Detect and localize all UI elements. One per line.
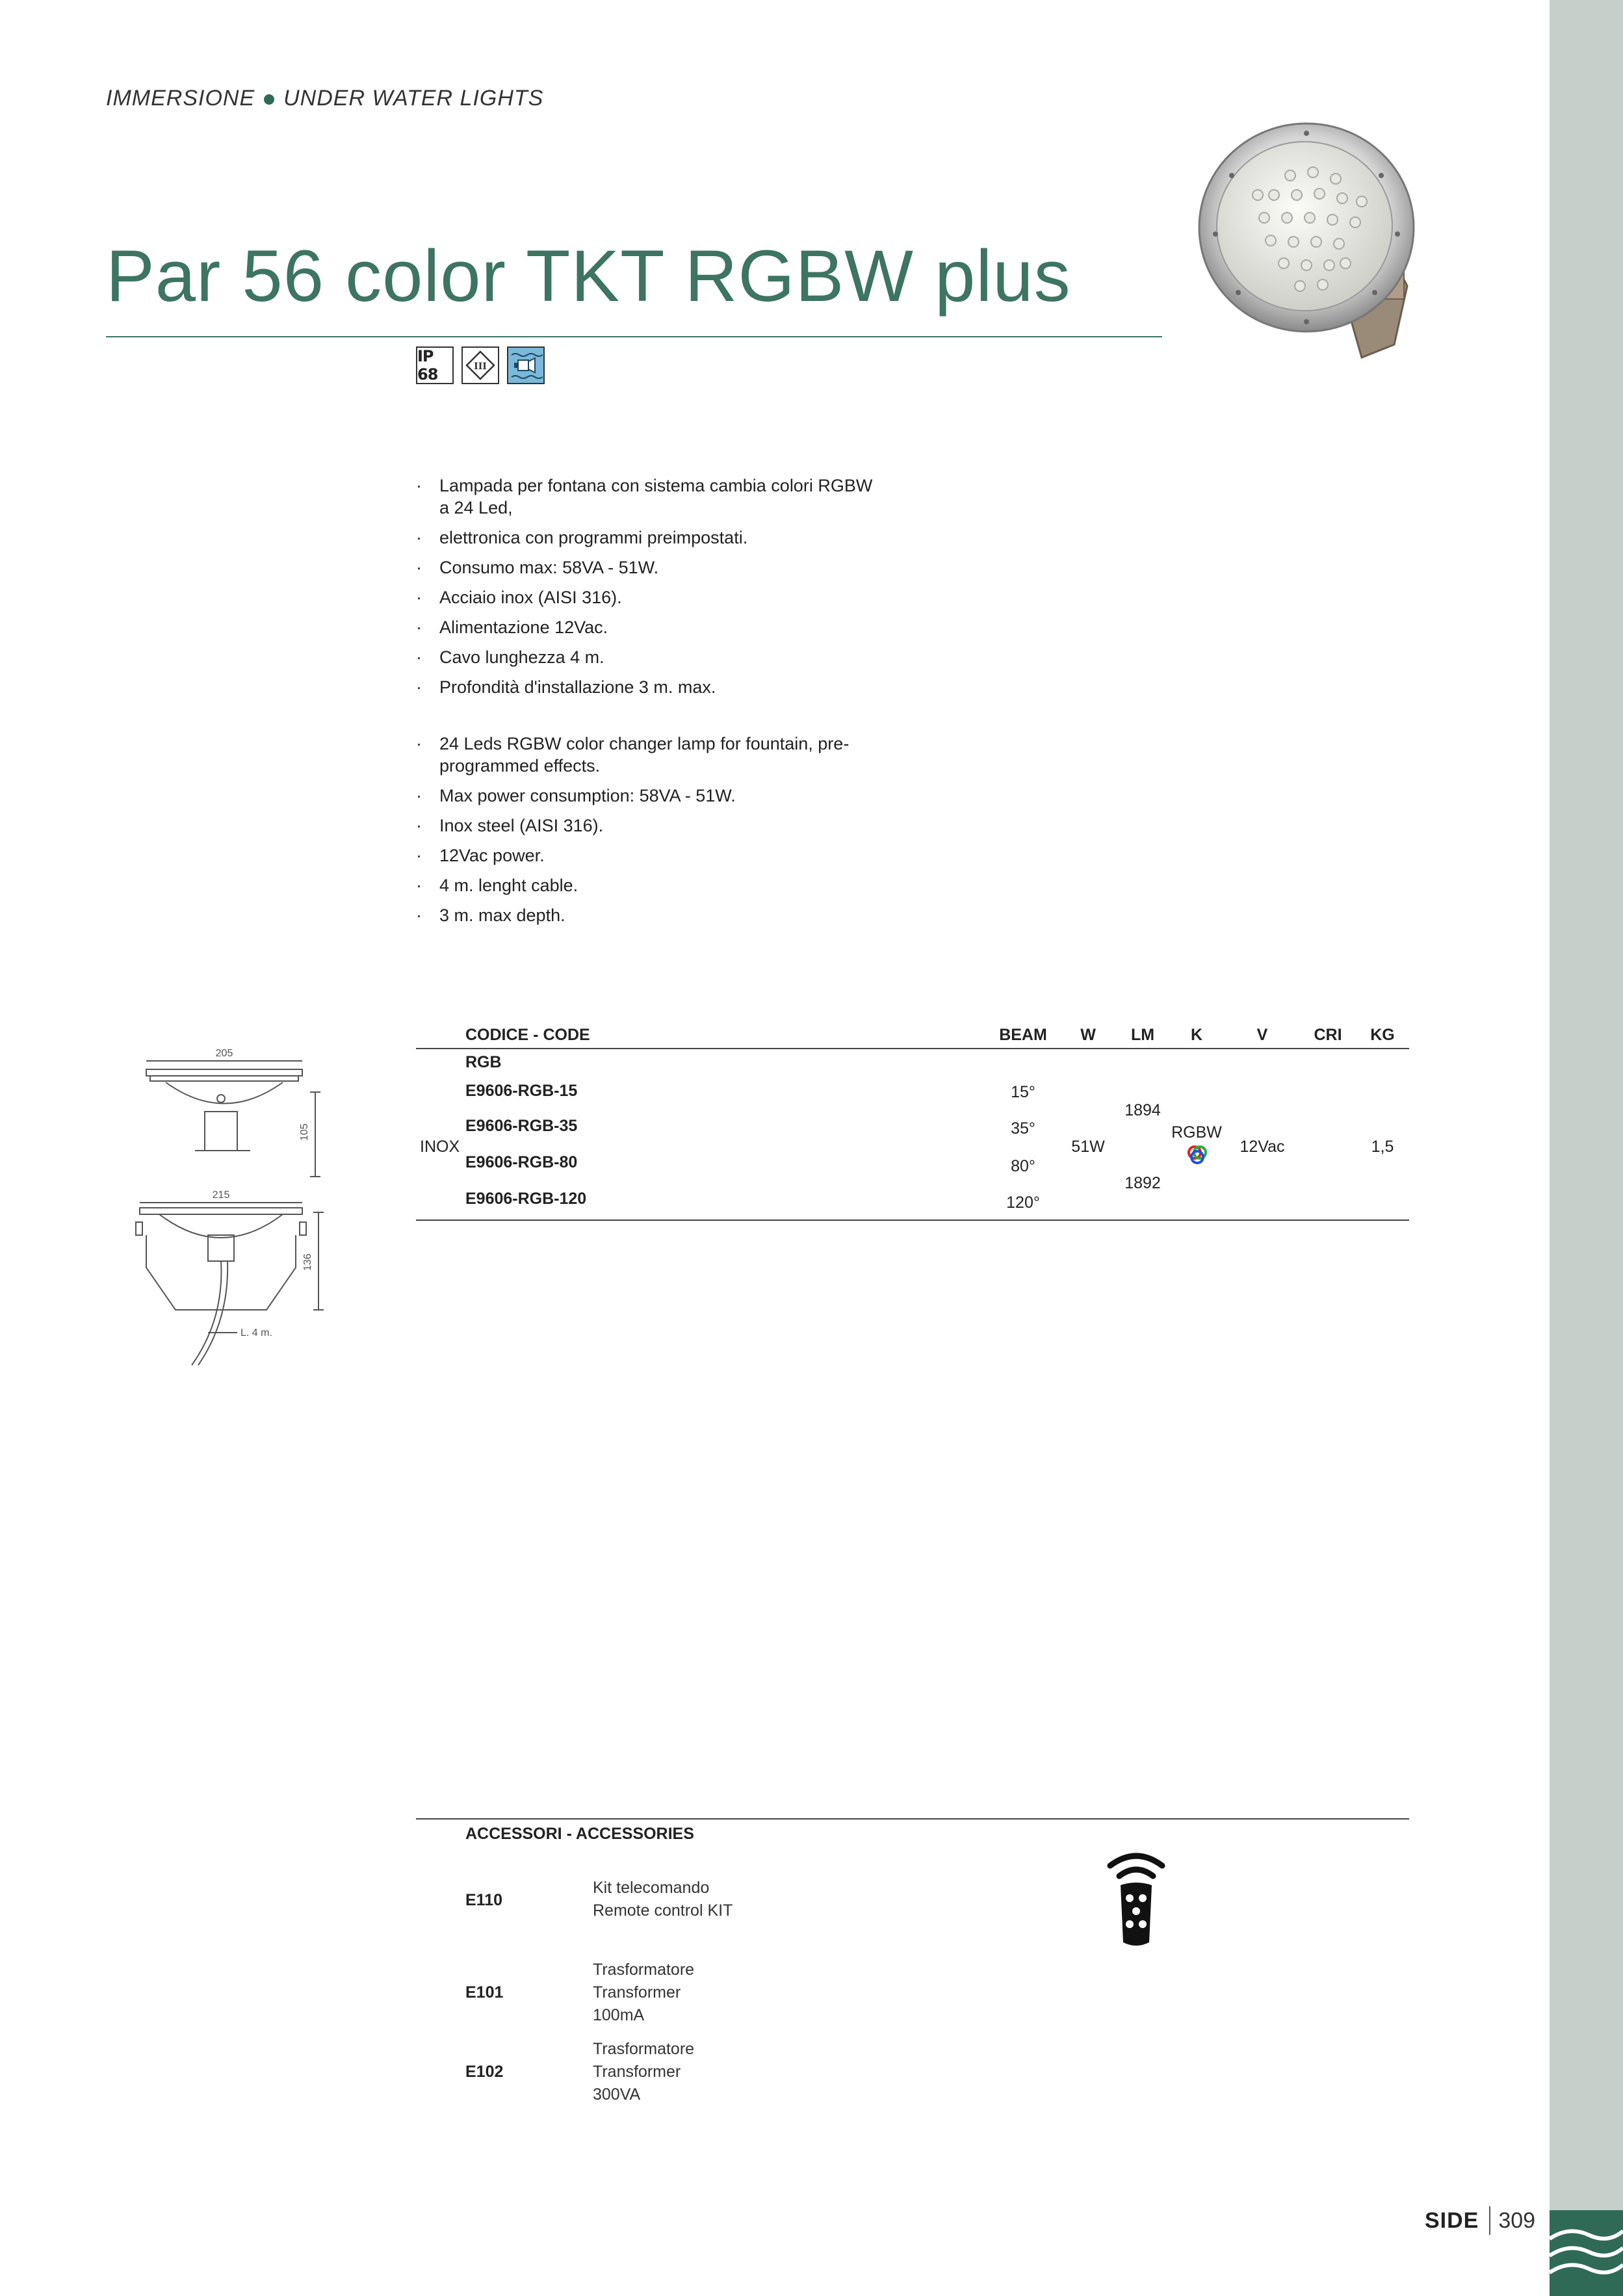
list-item: · Max power consumption: 58VA - 51W. [416,785,884,807]
row-beam: 120° [1006,1194,1040,1212]
list-item: · Cavo lunghezza 4 m. [416,646,884,668]
list-item: · 12Vac power. [416,844,884,867]
row-code: E9606-RGB-80 [465,1153,578,1171]
accessory-description [593,1959,694,2027]
accessory-line: 300VA [593,2085,641,2104]
dimension-width-bottom: 215 [212,1190,230,1201]
dimension-height-bottom: 136 [302,1253,313,1271]
accessory-code: E101 [465,1983,504,2002]
voltage-value: 12Vac [1240,1138,1285,1156]
remote-control-icon [1097,1846,1175,1950]
header-cri: CRI [1314,1026,1342,1044]
spec-table [416,1021,1409,1221]
page-number: 309 [1498,2208,1536,2233]
accessory-line: Trasformatore [593,2040,695,2058]
ip68-label: IP 68 [417,347,438,384]
header-k: K [1190,1026,1203,1044]
page-title: Par 56 color TKT RGBW plus [106,235,1071,317]
header-beam: BEAM [999,1026,1047,1044]
rgb-wheel-icon [1188,1145,1207,1165]
brand-name: SIDE [1425,2208,1479,2233]
accessory-line: Trasformatore [593,1961,695,1979]
accessory-line: Transformer [593,1983,681,2002]
list-item: · Inox steel (AISI 316). [416,815,884,837]
weight-value: 1,5 [1371,1138,1394,1156]
section-label-it: IMMERSIONE [106,86,255,111]
features-list-en [416,733,884,934]
accessory-line: 100mA [593,2006,645,2024]
spec-table-header [416,1021,1409,1049]
footer-divider [1489,2206,1490,2235]
power-value: 51W [1071,1138,1105,1156]
list-item: · Acciaio inox (AISI 316). [416,586,884,608]
spec-table-body [416,1049,1409,1221]
row-beam: 15° [1011,1083,1035,1101]
title-divider [106,336,1162,337]
accessory-code: E110 [465,1891,503,1909]
class-iii-icon [461,346,499,384]
row-code: E9606-RGB-35 [465,1117,578,1135]
list-item: · Lampada per fontana con sistema cambia colori RGBW a 24 Led, [416,475,884,519]
accessory-code: E102 [465,2063,504,2081]
row-beam: 80° [1011,1157,1035,1175]
list-item: · Alimentazione 12Vac. [416,616,884,638]
class-iii-label: III [474,361,487,372]
accessory-line: Kit telecomando [593,1879,710,1897]
dimension-width-top: 205 [215,1048,233,1059]
list-item: · 3 m. max depth. [416,904,884,926]
side-color-band [1550,0,1623,2296]
accessories-header: ACCESSORI - ACCESSORIES [465,1825,694,1843]
material-label: INOX [420,1138,460,1156]
wave-logo-icon [1550,2210,1623,2296]
page-footer [1425,2206,1535,2235]
product-photo [1193,98,1440,371]
technical-drawing [127,1047,335,1372]
cable-length-label: L. 4 m. [240,1327,272,1338]
ip68-badge [416,346,454,384]
list-item: · Profondità d'installazione 3 m. max. [416,676,884,698]
group-label: RGB [465,1053,502,1071]
certification-icons [416,346,545,384]
header-code: CODICE - CODE [465,1026,590,1044]
accessory-description [593,2038,694,2106]
list-item: · Consumo max: 58VA - 51W. [416,556,884,579]
row-code: E9606-RGB-120 [465,1190,587,1208]
features-list-it [416,475,884,706]
header-v: V [1256,1026,1268,1044]
section-dot-icon [264,94,274,105]
lumen-value-top: 1894 [1124,1101,1161,1119]
header-kg: KG [1370,1026,1395,1044]
accessory-line: Transformer [593,2063,681,2081]
list-item: · elettronica con programmi preimpostati. [416,527,884,549]
section-label [106,86,543,111]
dimension-height-top: 105 [299,1123,310,1141]
list-item: · 24 Leds RGBW color changer lamp for fountain, pre-programmed effects. [416,733,884,777]
row-code: E9606-RGB-15 [465,1082,578,1100]
section-label-en: UNDER WATER LIGHTS [283,86,544,111]
color-temp-value: RGBW [1171,1123,1222,1141]
lumen-value-bottom: 1892 [1124,1174,1161,1192]
accessories-section [416,1818,1409,2104]
header-lm: LM [1130,1026,1155,1044]
accessory-description [593,1877,733,1922]
row-beam: 35° [1011,1119,1035,1138]
list-item: · 4 m. lenght cable. [416,874,884,896]
submersible-icon [507,346,545,384]
header-w: W [1080,1026,1096,1044]
accessory-line: Remote control KIT [593,1901,733,1920]
